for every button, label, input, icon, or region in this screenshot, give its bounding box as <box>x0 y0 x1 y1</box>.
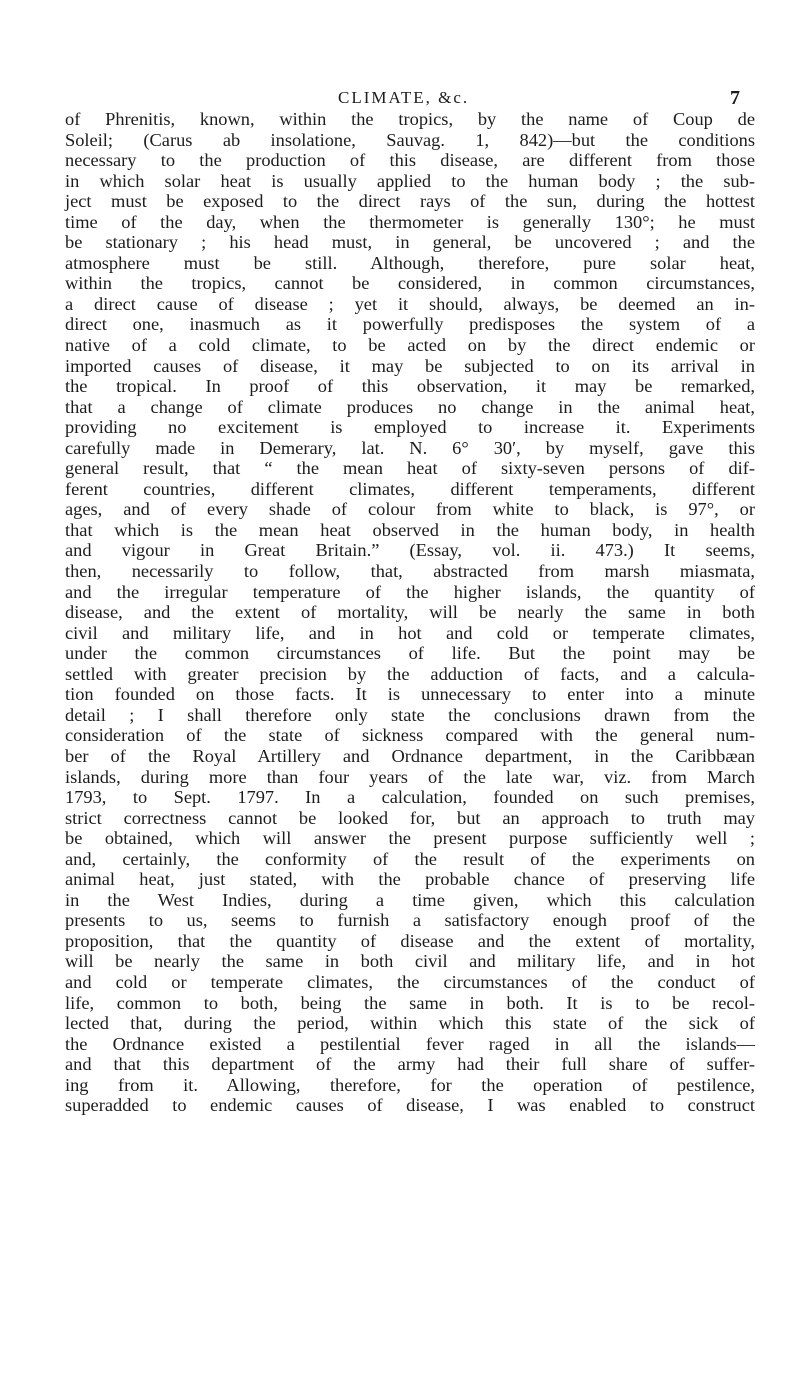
text-line: that which is the mean heat observed in the human body, in health <box>65 519 755 540</box>
text-line: and cold or temperate climates, the circumstances of the conduct of <box>65 971 755 992</box>
text-line: life, common to both, being the same in both. It is to be recol- <box>65 992 755 1013</box>
text-line: ferent countries, different climates, different temperaments, different <box>65 478 755 499</box>
text-line: ber of the Royal Artillery and Ordnance department, in the Caribbæan <box>65 745 755 766</box>
text-line: necessary to the production of this disease, are different from those <box>65 150 755 171</box>
body-text <box>65 109 755 1116</box>
text-line: then, necessarily to follow, that, abstracted from marsh miasmata, <box>65 561 755 582</box>
text-line: civil and military life, and in hot and cold or temperate climates, <box>65 622 755 643</box>
text-line: and vigour in Great Britain.” (Essay, vol. ii. 473.) It seems, <box>65 540 755 561</box>
text-line: providing no excitement is employed to increase it. Experiments <box>65 417 755 438</box>
text-line: proposition, that the quantity of disease and the extent of mortality, <box>65 930 755 951</box>
running-head-title: CLIMATE, &c. <box>338 88 470 107</box>
text-line: under the common circumstances of life. But the point may be <box>65 643 755 664</box>
text-line: imported causes of disease, it may be subjected to on its arrival in <box>65 355 755 376</box>
text-line: a direct cause of disease ; yet it should, always, be deemed an in- <box>65 293 755 314</box>
text-line: animal heat, just stated, with the probable chance of preserving life <box>65 869 755 890</box>
text-line: and the irregular temperature of the higher islands, the quantity of <box>65 581 755 602</box>
text-line: disease, and the extent of mortality, will be nearly the same in both <box>65 602 755 623</box>
text-line: direct one, inasmuch as it powerfully predisposes the system of a <box>65 314 755 335</box>
page-number: 7 <box>730 87 740 109</box>
text-line: consideration of the state of sickness compared with the general num- <box>65 725 755 746</box>
text-line: time of the day, when the thermometer is generally 130°; he must <box>65 211 755 232</box>
text-line: settled with greater precision by the adduction of facts, and a calcula- <box>65 663 755 684</box>
text-line: atmosphere must be still. Although, therefore, pure solar heat, <box>65 252 755 273</box>
text-line: 1793, to Sept. 1797. In a calculation, founded on such premises, <box>65 787 755 808</box>
text-line: and that this department of the army had their full share of suffer- <box>65 1054 755 1075</box>
text-line: strict correctness cannot be looked for, but an approach to truth may <box>65 807 755 828</box>
text-line: be obtained, which will answer the present purpose sufficiently well ; <box>65 828 755 849</box>
text-line: and, certainly, the conformity of the result of the experiments on <box>65 848 755 869</box>
text-line: native of a cold climate, to be acted on by the direct endemic or <box>65 335 755 356</box>
text-line: in which solar heat is usually applied to the human body ; the sub- <box>65 170 755 191</box>
text-line: detail ; I shall therefore only state the conclusions drawn from the <box>65 704 755 725</box>
text-line: the Ordnance existed a pestilential fever raged in all the islands— <box>65 1033 755 1054</box>
text-line: tion founded on those facts. It is unnecessary to enter into a minute <box>65 684 755 705</box>
text-line: in the West Indies, during a time given, which this calculation <box>65 889 755 910</box>
text-line: be stationary ; his head must, in general, be uncovered ; and the <box>65 232 755 253</box>
text-line: the tropical. In proof of this observation, it may be remarked, <box>65 376 755 397</box>
text-line: lected that, during the period, within which this state of the sick of <box>65 1013 755 1034</box>
text-line: of Phrenitis, known, within the tropics, by the name of Coup de <box>65 109 755 129</box>
text-line: presents to us, seems to furnish a satisfactory enough proof of the <box>65 910 755 931</box>
text-line: ages, and of every shade of colour from white to black, is 97°, or <box>65 499 755 520</box>
text-line: superadded to endemic causes of disease, I was enabled to construct <box>65 1095 755 1116</box>
text-line: ing from it. Allowing, therefore, for the operation of pestilence, <box>65 1074 755 1095</box>
text-line: carefully made in Demerary, lat. N. 6° 30′, by myself, gave this <box>65 437 755 458</box>
running-head <box>0 84 800 112</box>
text-line: ject must be exposed to the direct rays of the sun, during the hottest <box>65 191 755 212</box>
text-line: within the tropics, cannot be considered, in common circumstances, <box>65 273 755 294</box>
text-line: islands, during more than four years of the late war, viz. from March <box>65 766 755 787</box>
text-line: that a change of climate produces no change in the animal heat, <box>65 396 755 417</box>
text-line: general result, that “ the mean heat of sixty-seven persons of dif- <box>65 458 755 479</box>
text-line: will be nearly the same in both civil and military life, and in hot <box>65 951 755 972</box>
text-line: Soleil; (Carus ab insolatione, Sauvag. 1, 842)—but the conditions <box>65 129 755 150</box>
